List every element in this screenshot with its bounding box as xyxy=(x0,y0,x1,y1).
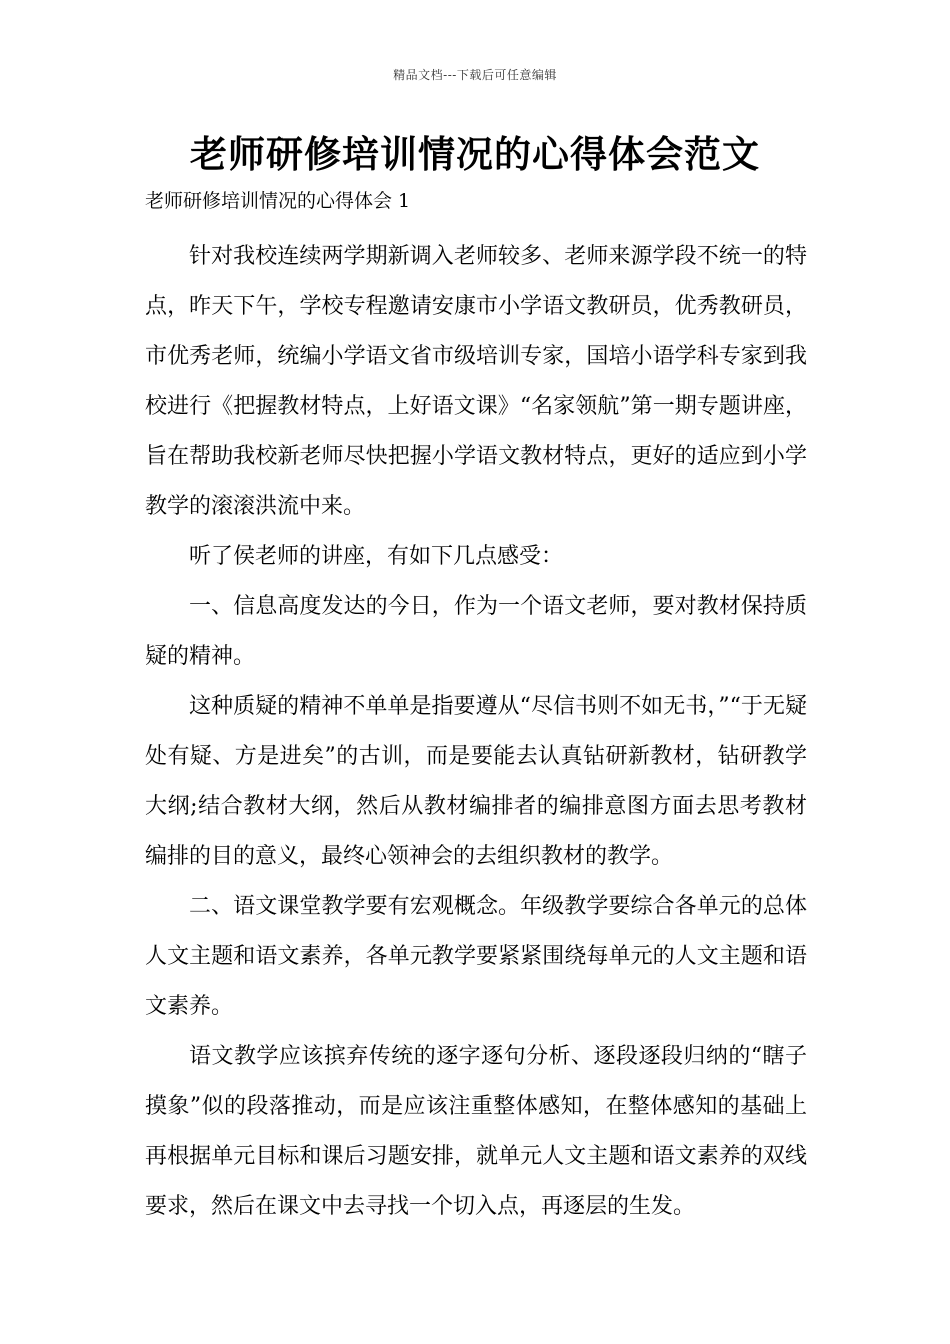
paragraph-intro: 针对我校连续两学期新调入老师较多、老师来源学段不统一的特点，昨天下午，学校专程邀请安康市小学语文教研员，优秀教研员，市优秀老师，统编小学语文省市级培训专家，国培小语学科专家到我校进行《把握教材特点，上好语文课》“名家领航”第一期专题讲座，旨在帮助我校新老师尽快把握小学语文教材特点，更好的适应到小学教学的滚滚洪流中来。 xyxy=(145,244,807,519)
paragraph-point-one: 一、信息高度发达的今日，作为一个语文老师，要对教材保持质疑的精神。 xyxy=(145,594,807,669)
section-subtitle: 老师研修培训情况的心得体会 1 xyxy=(145,190,411,212)
paragraph-point-two: 二、语文课堂教学要有宏观概念。年级教学要综合各单元的总体人文主题和语文素养，各单元教学要紧紧围绕每单元的人文主题和语文素养。 xyxy=(145,894,807,1019)
page-header-note: 精品文档---下载后可任意编辑 xyxy=(393,68,557,82)
paragraph-feelings-lead: 听了侯老师的讲座，有如下几点感受： xyxy=(189,544,564,569)
paragraph-point-two-detail: 语文教学应该摈弃传统的逐字逐句分析、逐段逐段归纳的“瞎子摸象”似的段落推动，而是应该注重整体感知，在整体感知的基础上再根据单元目标和课后习题安排，就单元人文主题和语文素养的双线要求，然后在课文中去寻找一个切入点，再逐层的生发。 xyxy=(145,1044,807,1219)
document-title: 老师研修培训情况的心得体会范文 xyxy=(190,132,760,176)
document-body xyxy=(145,232,807,1232)
paragraph-point-one-detail: 这种质疑的精神不单单是指要遵从“尽信书则不如无书，”“于无疑处有疑、方是进矣”的古训，而是要能去认真钻研新教材，钻研教学大纲;结合教材大纲，然后从教材编排者的编排意图方面去思考教材编排的目的意义，最终心领神会的去组织教材的教学。 xyxy=(145,694,807,869)
